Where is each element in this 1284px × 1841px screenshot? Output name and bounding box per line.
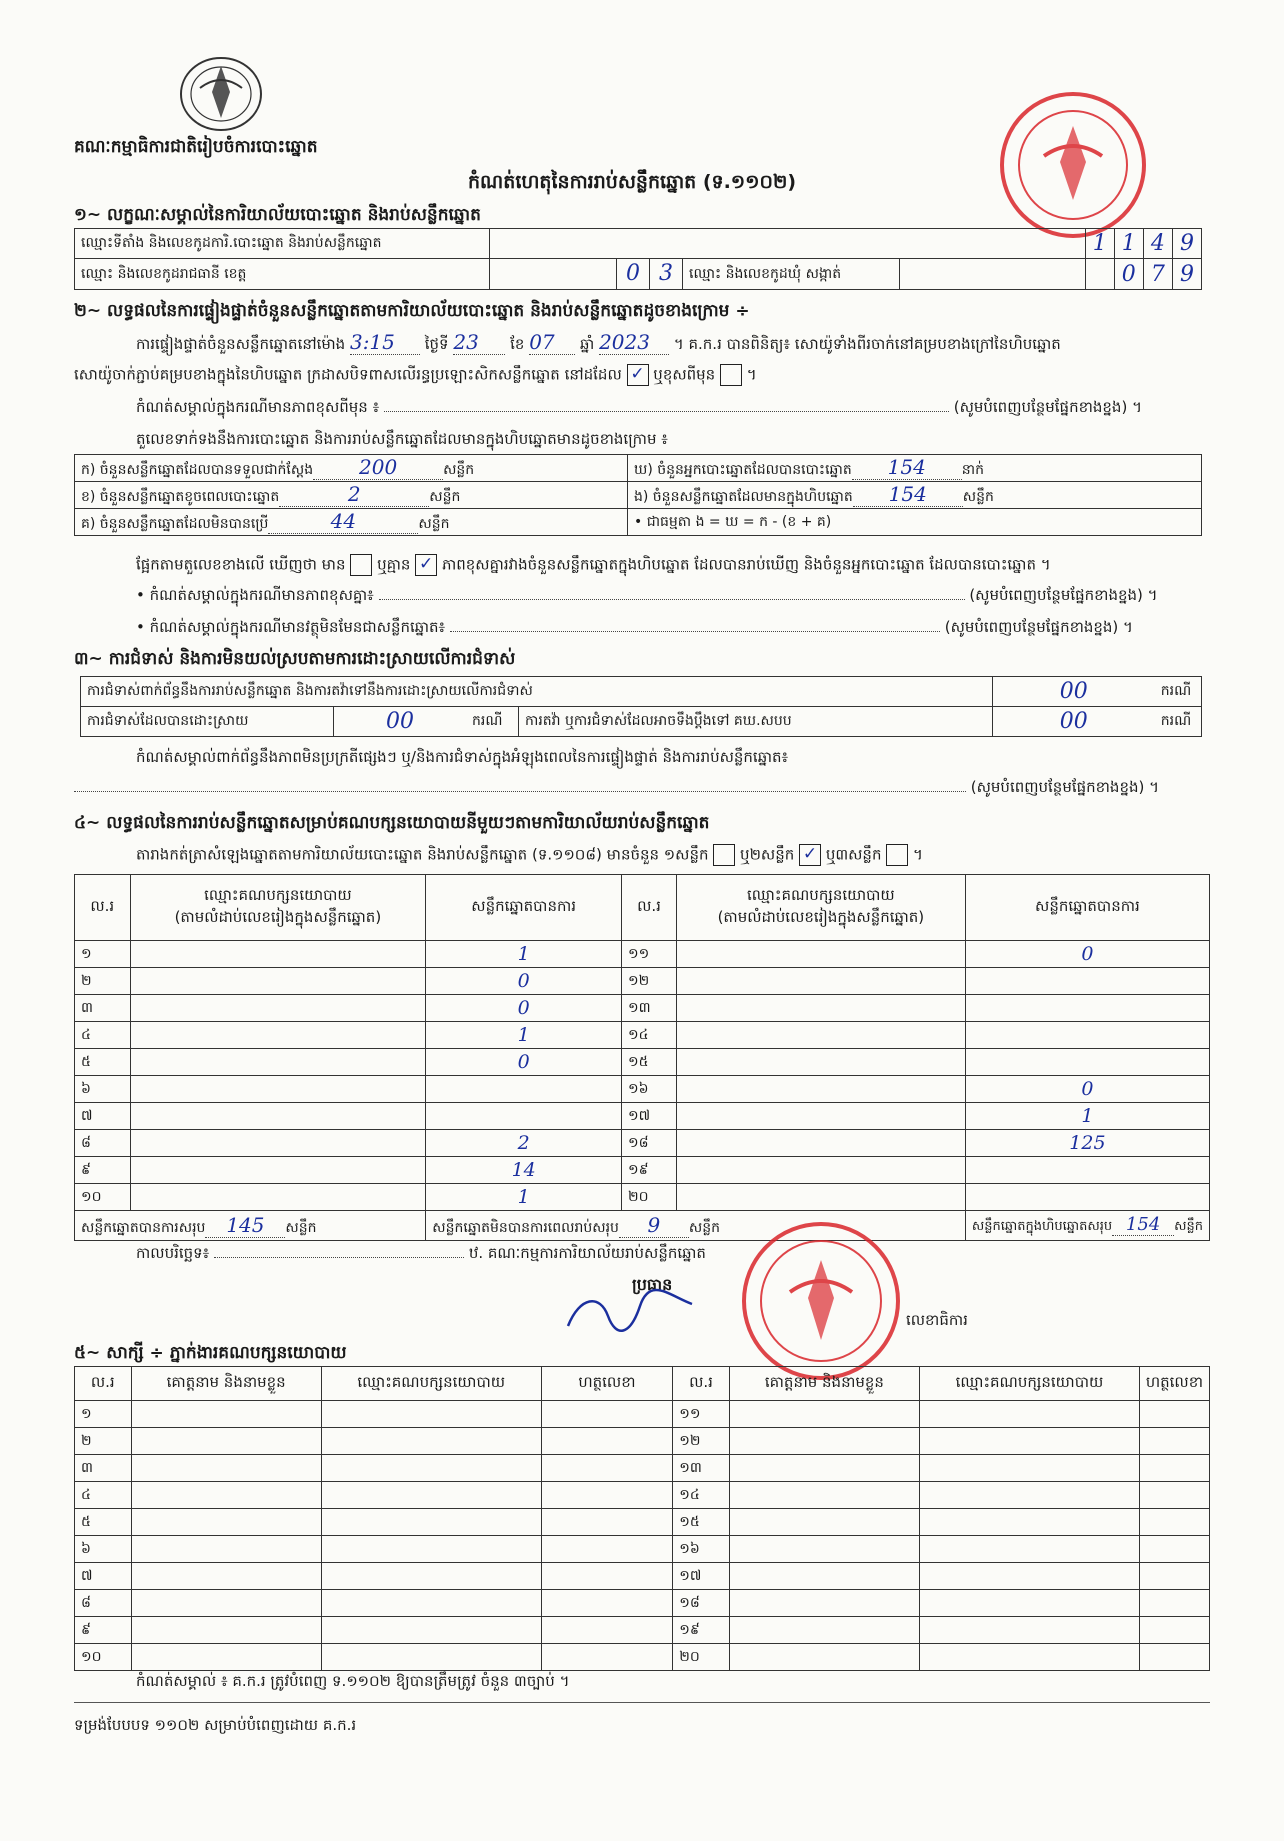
signature-date-line: កាលបរិច្ឆេទ៖ ឋ. គណៈកម្មការការិយាល័យរាប់សន្លឹកឆ្នោត bbox=[136, 1244, 706, 1262]
official-stamp-bottom bbox=[742, 1222, 900, 1380]
checkbox-no-difference[interactable]: ✓ bbox=[415, 554, 437, 576]
objection-label: ការជំទាស់ពាក់ព័ន្ធនឹងការរាប់សន្លឹកឆ្នោត និងការតវ៉ាទៅនឹងការដោះស្រាយលើការជំទាស់ bbox=[81, 677, 993, 707]
objection-table: ការជំទាស់ពាក់ព័ន្ធនឹងការរាប់សន្លឹកឆ្នោត និងការតវ៉ាទៅនឹងការដោះស្រាយលើការជំទាស់ 00 ករណី ការជំទាស់ដែលបានដោះស្រាយ 00 ករណី ការតវ៉ា ឬការជំទាស់ដែលអាចទឹងប្តឹងទៅ គឃ.សបប 00 ករណី bbox=[80, 676, 1202, 737]
total-invalid: 9 bbox=[619, 1213, 689, 1238]
objection-count: 00 bbox=[992, 677, 1155, 707]
station-code-3: 4 bbox=[1143, 229, 1172, 259]
table-row bbox=[75, 1184, 1210, 1211]
row-no: ១៥ bbox=[673, 1509, 730, 1536]
witness-party bbox=[920, 1455, 1140, 1482]
vote-count: 1 bbox=[426, 1184, 622, 1211]
ballots-received: 200 bbox=[313, 455, 443, 480]
row-no: ៤ bbox=[75, 1022, 131, 1049]
ballots-spoiled: 2 bbox=[279, 482, 429, 507]
row-no: ១ bbox=[75, 941, 131, 968]
row-no: ១៨ bbox=[622, 1130, 677, 1157]
witness-name bbox=[729, 1617, 919, 1644]
table-row bbox=[75, 995, 1210, 1022]
note-mismatch-value bbox=[379, 599, 965, 600]
witness-name bbox=[131, 1644, 321, 1671]
witness-signature bbox=[541, 1482, 673, 1509]
row-no: ១៤ bbox=[673, 1482, 730, 1509]
section-4-heading: ៤~ លទ្ធផលនៃការរាប់សន្លឹកឆ្នោតសម្រាប់គណបក្សនយោបាយនីមួយៗតាមការិយាល័យរាប់សន្លឹកឆ្នោត bbox=[74, 813, 710, 833]
note-foreign-value bbox=[450, 631, 940, 632]
org-name: គណៈកម្មាធិការជាតិរៀបចំការបោះឆ្នោត bbox=[74, 137, 318, 157]
vote-count bbox=[426, 1103, 622, 1130]
party-name bbox=[130, 1130, 426, 1157]
station-info-table bbox=[74, 228, 1202, 290]
party-name bbox=[676, 1022, 965, 1049]
witness-party bbox=[920, 1536, 1140, 1563]
vote-count: 1 bbox=[426, 1022, 622, 1049]
party-name bbox=[130, 995, 426, 1022]
witness-name bbox=[131, 1482, 321, 1509]
note-foreign-line: • កំណត់សម្គាល់ក្នុងករណីមានវត្ថុមិនមែនជាសន្លឹកឆ្នោត៖ (សូមបំពេញបន្ថែមផ្នែកខាងខ្នង) ។ bbox=[136, 618, 1133, 636]
vote-count bbox=[965, 1157, 1209, 1184]
table-row bbox=[75, 1130, 1210, 1157]
witness-party bbox=[920, 1428, 1140, 1455]
footer-note: កំណត់សម្គាល់ ៖ គ.ក.រ ត្រូវបំពេញ ទ.១១០២ ឱ្យបានត្រឹមត្រូវ ចំនួន ៣ច្បាប់ ។ bbox=[136, 1672, 570, 1690]
row-no: ១៣ bbox=[622, 995, 677, 1022]
col-no-right: ល.រ bbox=[622, 875, 677, 941]
section-2-heading: ២~ លទ្ធផលនៃការផ្ទៀងផ្ទាត់ចំនួនសន្លឹកឆ្នោតតាមការិយាល័យបោះឆ្នោត និងរាប់សន្លឹកឆ្នោតដូចខាងក្រោម ÷ bbox=[74, 301, 750, 321]
witness-party bbox=[321, 1401, 541, 1428]
section-5-heading: ៥~ សាក្សី ÷ ភ្នាក់ងារគណបក្សនយោបាយ bbox=[74, 1343, 347, 1363]
row-no: ៨ bbox=[75, 1590, 132, 1617]
witness-party bbox=[321, 1455, 541, 1482]
witness-signature bbox=[541, 1536, 673, 1563]
table-row bbox=[75, 1644, 1210, 1671]
chairman-label: ប្រធាន bbox=[632, 1275, 673, 1294]
row-no: ៧ bbox=[75, 1563, 132, 1590]
signature-date bbox=[214, 1257, 464, 1258]
checkbox-2-sheets[interactable]: ✓ bbox=[799, 844, 821, 866]
witness-name bbox=[131, 1590, 321, 1617]
figures-intro: តួលេខទាក់ទងនឹងការបោះឆ្នោត និងការរាប់សន្លឹកឆ្នោតដែលមានក្នុងហិបឆ្នោតមានដូចខាងក្រោម ៖ bbox=[136, 430, 668, 448]
vote-count bbox=[426, 1076, 622, 1103]
party-name bbox=[676, 941, 965, 968]
checkbox-3-sheets[interactable] bbox=[886, 844, 908, 866]
table-row bbox=[75, 1617, 1210, 1644]
party-name bbox=[676, 968, 965, 995]
witness-party bbox=[321, 1428, 541, 1455]
results-table: ល.រ ឈ្មោះគណបក្សនយោបាយ (តាមលំដាប់លេខរៀងក្នុងសន្លឹកឆ្នោត) សន្លឹកឆ្នោតបានការ ល.រ ឈ្មោះគណបក្សនយោបាយ (តាមលំដាប់លេខរៀងក្នុងសន្លឹកឆ្នោត) សន្លឹកឆ្នោតបានការ ១ 1 ១១ 0 ២ 0 ១២ ៣ 0 ១៣ ៤ 1 ១៤ ៥ 0 ១៥ ៦ ១៦ 0 ៧ ១៧ 1 ៨ 2 ១៨ 125 ៩ 14 ១៩ ១០ 1 ២០ សន្លឹកឆ្នោតបានការសរុប 145 សន្លឹក សន្លឹកឆ្នោតមិនបានការពេលរាប់សរុប 9 សន្លឹក សន្លឹកឆ្នោតក្នុងហិបឆ្នោតសរុប 154 សន្លឹក bbox=[74, 874, 1210, 1241]
party-name bbox=[130, 1184, 426, 1211]
row-no: ៧ bbox=[75, 1103, 131, 1130]
table-row bbox=[75, 1401, 1210, 1428]
official-stamp-top bbox=[1000, 92, 1146, 238]
station-code-4: 9 bbox=[1172, 229, 1201, 259]
vote-count bbox=[965, 1049, 1209, 1076]
ballots-unused: 44 bbox=[268, 509, 418, 534]
witness-party bbox=[920, 1563, 1140, 1590]
witness-name bbox=[729, 1455, 919, 1482]
comparison-line: ផ្អែកតាមតួលេខខាងលើ ឃើញថា មាន ឬគ្មាន ✓ ភាពខុសគ្នារវាងចំនួនសន្លឹកឆ្នោតក្នុងហិបឆ្នោត ដែលបានរាប់ឃើញ និងចំនួនអ្នកបោះឆ្នោត ដែលបានបោះឆ្នោត ។ bbox=[136, 554, 1051, 574]
section-1-heading: ១~ លក្ខណៈសម្គាល់នៃការិយាល័យបោះឆ្នោត និងរាប់សន្លឹកឆ្នោត bbox=[74, 205, 481, 225]
party-name bbox=[676, 1130, 965, 1157]
row-no: ១៨ bbox=[673, 1590, 730, 1617]
witness-signature bbox=[541, 1590, 673, 1617]
party-name bbox=[130, 1157, 426, 1184]
witness-name bbox=[729, 1536, 919, 1563]
witness-name bbox=[729, 1644, 919, 1671]
table-row bbox=[75, 968, 1210, 995]
witness-signature bbox=[1139, 1563, 1209, 1590]
witness-signature bbox=[1139, 1509, 1209, 1536]
row-no: ៣ bbox=[75, 995, 131, 1022]
commune-code-2: 7 bbox=[1143, 259, 1172, 290]
note-difference-value bbox=[384, 411, 949, 412]
row-no: ១៦ bbox=[673, 1536, 730, 1563]
voters-voted: 154 bbox=[852, 455, 962, 480]
witness-name bbox=[729, 1509, 919, 1536]
form-title: កំណត់ហេតុនៃការរាប់សន្លឹកឆ្នោត (ទ.១១០២) bbox=[468, 171, 797, 193]
witness-signature bbox=[541, 1401, 673, 1428]
witness-party bbox=[920, 1590, 1140, 1617]
tally-sheet-line: តារាងកត់ត្រាសំឡេងឆ្នោតតាមការិយាល័យបោះឆ្នោត និងរាប់សន្លឹកឆ្នោត (ទ.១១០៨) មានចំនួន ១សន្លឹក ឬ២សន្លឹក ✓ ឬ៣សន្លឹក ។ bbox=[136, 844, 923, 864]
row-no: ៩ bbox=[75, 1617, 132, 1644]
vote-count: 0 bbox=[426, 1049, 622, 1076]
secretary-line: លេខាធិការ bbox=[906, 1311, 968, 1329]
party-name bbox=[130, 968, 426, 995]
witness-signature bbox=[541, 1617, 673, 1644]
table-row bbox=[75, 1482, 1210, 1509]
row-no: ៩ bbox=[75, 1157, 131, 1184]
witness-party bbox=[321, 1563, 541, 1590]
party-name bbox=[676, 1157, 965, 1184]
station-code-2: 1 bbox=[1114, 229, 1143, 259]
appeal-label: ការតវ៉ា ឬការជំទាស់ដែលអាចទឹងប្តឹងទៅ គឃ.សបប bbox=[519, 707, 993, 737]
checkbox-1-sheet[interactable] bbox=[713, 844, 735, 866]
witness-name bbox=[131, 1401, 321, 1428]
witness-name bbox=[729, 1482, 919, 1509]
vote-count bbox=[965, 995, 1209, 1022]
emblem-logo bbox=[178, 52, 264, 132]
witness-signature bbox=[1139, 1644, 1209, 1671]
row-no: ៦ bbox=[75, 1076, 131, 1103]
station-name-value bbox=[490, 229, 1086, 259]
party-name bbox=[676, 1076, 965, 1103]
row-no: ៤ bbox=[75, 1482, 132, 1509]
table-row bbox=[75, 1428, 1210, 1455]
appeal-count: 00 bbox=[992, 707, 1155, 737]
witness-name bbox=[131, 1617, 321, 1644]
witness-party bbox=[321, 1644, 541, 1671]
row-no: ១៦ bbox=[622, 1076, 677, 1103]
witness-name bbox=[729, 1428, 919, 1455]
verification-line-1: ការផ្ទៀងផ្ទាត់ចំនួនសន្លឹកឆ្នោតនៅម៉ោង 3:15 ថ្ងៃទី 23 ខែ 07 ឆ្នាំ 2023 ។ គ.ក.រ បានពិនិត្យ៖ សោយ៉ូទាំងពីរចាក់នៅគម្របខាងក្រៅនៃហិបឆ្នោត bbox=[136, 330, 1061, 354]
table-row bbox=[75, 1022, 1210, 1049]
commune-value bbox=[899, 259, 910, 289]
vote-count bbox=[965, 968, 1209, 995]
witness-party bbox=[321, 1536, 541, 1563]
row-no: ១៩ bbox=[622, 1157, 677, 1184]
total-valid: 145 bbox=[205, 1213, 285, 1238]
total-in-box: 154 bbox=[1112, 1214, 1174, 1236]
table-row bbox=[75, 1049, 1210, 1076]
vote-count: 0 bbox=[426, 995, 622, 1022]
verification-line-2: សោយ៉ូចាក់ភ្ជាប់គម្របខាងក្នុងនៃហិបឆ្នោត ក្រដាសបិទពាសលើរន្ធប្រឡោះសិកសន្លឹកឆ្នោត នៅដដែល ✓ ឬខុសពីមុន ។ bbox=[74, 364, 757, 384]
witness-signature bbox=[541, 1509, 673, 1536]
resolved-label: ការជំទាស់ដែលបានដោះស្រាយ bbox=[81, 707, 334, 737]
row-no: ២ bbox=[75, 1428, 132, 1455]
section-3-heading: ៣~ ការជំទាស់ និងការមិនយល់ស្របតាមការដោះស្រាយលើការជំទាស់ bbox=[74, 649, 516, 669]
table-row bbox=[75, 1509, 1210, 1536]
ballot-figures-table: ក) ចំនួនសន្លឹកឆ្នោតដែលបានទទួលជាក់ស្តែង 200 សន្លឹក ឃ) ចំនួនអ្នកបោះឆ្នោតដែលបានបោះឆ្នោត 154 នាក់ ខ) ចំនួនសន្លឹកឆ្នោតខូចពេលបោះឆ្នោត 2 សន្លឹក ង) ចំនួនសន្លឹកឆ្នោតដែលមានក្នុងហិបឆ្នោត 154 សន្លឹក គ) ចំនួនសន្លឹកឆ្នោតដែលមិនបានប្រើ 44 សន្លឹក • ជាធម្មតា ង = ឃ = ក - (ខ + គ) bbox=[74, 454, 1202, 536]
row-no: ១១ bbox=[673, 1401, 730, 1428]
witness-signature bbox=[1139, 1536, 1209, 1563]
vote-count: 125 bbox=[965, 1130, 1209, 1157]
table-row bbox=[75, 1157, 1210, 1184]
vote-count: 14 bbox=[426, 1157, 622, 1184]
footer-divider bbox=[74, 1702, 1210, 1703]
witness-party bbox=[920, 1482, 1140, 1509]
row-no: ២០ bbox=[622, 1184, 677, 1211]
row-no: ២ bbox=[75, 968, 131, 995]
row-no: ១៥ bbox=[622, 1049, 677, 1076]
col-no: ល.រ bbox=[75, 875, 131, 941]
chairman-signature bbox=[560, 1286, 700, 1342]
province-code-1: 0 bbox=[616, 259, 649, 289]
station-code-1: 1 bbox=[1085, 229, 1114, 259]
witness-name bbox=[729, 1401, 919, 1428]
witness-signature bbox=[1139, 1401, 1209, 1428]
checkbox-has-difference[interactable] bbox=[350, 554, 372, 576]
province-label: ឈ្មោះ និងលេខកូដរាជធានី ខេត្ត bbox=[75, 259, 490, 290]
party-name bbox=[130, 1076, 426, 1103]
form-id: ទម្រង់បែបបទ ១១០២ សម្រាប់បំពេញដោយ គ.ក.រ bbox=[74, 1716, 357, 1734]
vote-count: 1 bbox=[426, 941, 622, 968]
irregularity-line: (សូមបំពេញបន្ថែមផ្នែកខាងខ្នង) ។ bbox=[74, 778, 1159, 800]
party-name bbox=[130, 1022, 426, 1049]
province-code-2: 3 bbox=[649, 259, 682, 289]
col-votes: សន្លឹកឆ្នោតបានការ bbox=[426, 875, 622, 941]
resolved-count: 00 bbox=[334, 707, 467, 737]
row-no: ១១ bbox=[622, 941, 677, 968]
table-row bbox=[75, 1536, 1210, 1563]
row-no: ៣ bbox=[75, 1455, 132, 1482]
witness-name bbox=[131, 1536, 321, 1563]
vote-count bbox=[965, 1184, 1209, 1211]
row-no: ១០ bbox=[75, 1644, 132, 1671]
witness-signature bbox=[541, 1644, 673, 1671]
row-no: ១៧ bbox=[673, 1563, 730, 1590]
witness-signature bbox=[541, 1428, 673, 1455]
checkbox-different[interactable] bbox=[720, 364, 742, 386]
party-name bbox=[676, 1049, 965, 1076]
witness-party bbox=[321, 1482, 541, 1509]
witness-party bbox=[920, 1617, 1140, 1644]
row-no: ៨ bbox=[75, 1130, 131, 1157]
row-no: ៥ bbox=[75, 1049, 131, 1076]
witness-signature bbox=[1139, 1590, 1209, 1617]
row-no: ២០ bbox=[673, 1644, 730, 1671]
vote-count: 0 bbox=[965, 941, 1209, 968]
table-row bbox=[75, 1076, 1210, 1103]
party-name bbox=[130, 941, 426, 968]
commune-label: ឈ្មោះ និងលេខកូដឃុំ សង្កាត់ bbox=[682, 259, 899, 289]
witness-party bbox=[321, 1617, 541, 1644]
witness-signature bbox=[541, 1455, 673, 1482]
irregularity-note: កំណត់សម្គាល់ពាក់ព័ន្ធនឹងភាពមិនប្រក្រតីផ្សេងៗ ឬ/និងការជំទាស់ក្នុងអំឡុងពេលនៃការផ្ទៀងផ្ទាត់ និងការរាប់សន្លឹកឆ្នោត៖ bbox=[136, 748, 789, 766]
witness-signature bbox=[1139, 1428, 1209, 1455]
row-no: ១៤ bbox=[622, 1022, 677, 1049]
row-no: ៦ bbox=[75, 1536, 132, 1563]
party-name bbox=[130, 1103, 426, 1130]
commune-code-3: 9 bbox=[1172, 259, 1201, 290]
vote-count: 1 bbox=[965, 1103, 1209, 1130]
witness-table: ល.រ គោត្តនាម និងនាមខ្លួន ឈ្មោះគណបក្សនយោបាយ ហត្ថលេខា ល.រ គោត្តនាម និងនាមខ្លួន ឈ្មោះគណបក្សនយោបាយ ហត្ថលេខា ១ ១១ ២ ១២ ៣ ១៣ ៤ ១៤ ៥ ១៥ ៦ ១៦ ៧ ១៧ ៨ ១៨ ៩ ១៩ ១០ ២០ bbox=[74, 1366, 1210, 1671]
witness-party bbox=[321, 1509, 541, 1536]
witness-name bbox=[131, 1428, 321, 1455]
witness-signature bbox=[1139, 1617, 1209, 1644]
party-name bbox=[676, 1103, 965, 1130]
witness-party bbox=[920, 1401, 1140, 1428]
witness-name bbox=[729, 1590, 919, 1617]
witness-name bbox=[131, 1563, 321, 1590]
witness-name bbox=[131, 1455, 321, 1482]
vote-count bbox=[965, 1022, 1209, 1049]
col-party: ឈ្មោះគណបក្សនយោបាយ (តាមលំដាប់លេខរៀងក្នុងសន្លឹកឆ្នោត) bbox=[130, 875, 426, 941]
ballots-in-box: 154 bbox=[853, 482, 963, 507]
formula: • ជាធម្មតា ង = ឃ = ក - (ខ + គ) bbox=[628, 509, 1202, 536]
party-name bbox=[676, 1184, 965, 1211]
table-row bbox=[75, 1103, 1210, 1130]
checkbox-same[interactable]: ✓ bbox=[627, 364, 649, 386]
witness-party bbox=[321, 1590, 541, 1617]
witness-signature bbox=[1139, 1482, 1209, 1509]
note-mismatch-line: • កំណត់សម្គាល់ក្នុងករណីមានភាពខុសគ្នា៖ (សូមបំពេញបន្ថែមផ្នែកខាងខ្នង) ។ bbox=[136, 586, 1158, 604]
col-party-right: ឈ្មោះគណបក្សនយោបាយ (តាមលំដាប់លេខរៀងក្នុងសន្លឹកឆ្នោត) bbox=[676, 875, 965, 941]
row-no: ១ bbox=[75, 1401, 132, 1428]
row-no: ៥ bbox=[75, 1509, 132, 1536]
note-difference-line: កំណត់សម្គាល់ក្នុងករណីមានភាពខុសពីមុន ៖ (សូមបំពេញបន្ថែមផ្នែកខាងខ្នង) ។ bbox=[136, 398, 1142, 416]
col-votes-right: សន្លឹកឆ្នោតបានការ bbox=[965, 875, 1209, 941]
station-name-label: ឈ្មោះទីតាំង និងលេខកូដការិ.បោះឆ្នោត និងរាប់សន្លឹកឆ្នោត bbox=[75, 229, 490, 259]
row-no: ១៩ bbox=[673, 1617, 730, 1644]
witness-signature bbox=[1139, 1455, 1209, 1482]
witness-signature bbox=[541, 1563, 673, 1590]
row-no: ១២ bbox=[673, 1428, 730, 1455]
witness-name bbox=[729, 1563, 919, 1590]
witness-name bbox=[131, 1509, 321, 1536]
party-name bbox=[676, 995, 965, 1022]
vote-count: 0 bbox=[965, 1076, 1209, 1103]
vote-count: 0 bbox=[426, 968, 622, 995]
table-row bbox=[75, 941, 1210, 968]
table-row bbox=[75, 1455, 1210, 1482]
party-name bbox=[130, 1049, 426, 1076]
witness-party bbox=[920, 1509, 1140, 1536]
table-row bbox=[75, 1563, 1210, 1590]
row-no: ១២ bbox=[622, 968, 677, 995]
commune-code-1: 0 bbox=[1114, 259, 1143, 290]
witness-party bbox=[920, 1644, 1140, 1671]
table-row bbox=[75, 1590, 1210, 1617]
vote-count: 2 bbox=[426, 1130, 622, 1157]
row-no: ១០ bbox=[75, 1184, 131, 1211]
row-no: ១៧ bbox=[622, 1103, 677, 1130]
row-no: ១៣ bbox=[673, 1455, 730, 1482]
